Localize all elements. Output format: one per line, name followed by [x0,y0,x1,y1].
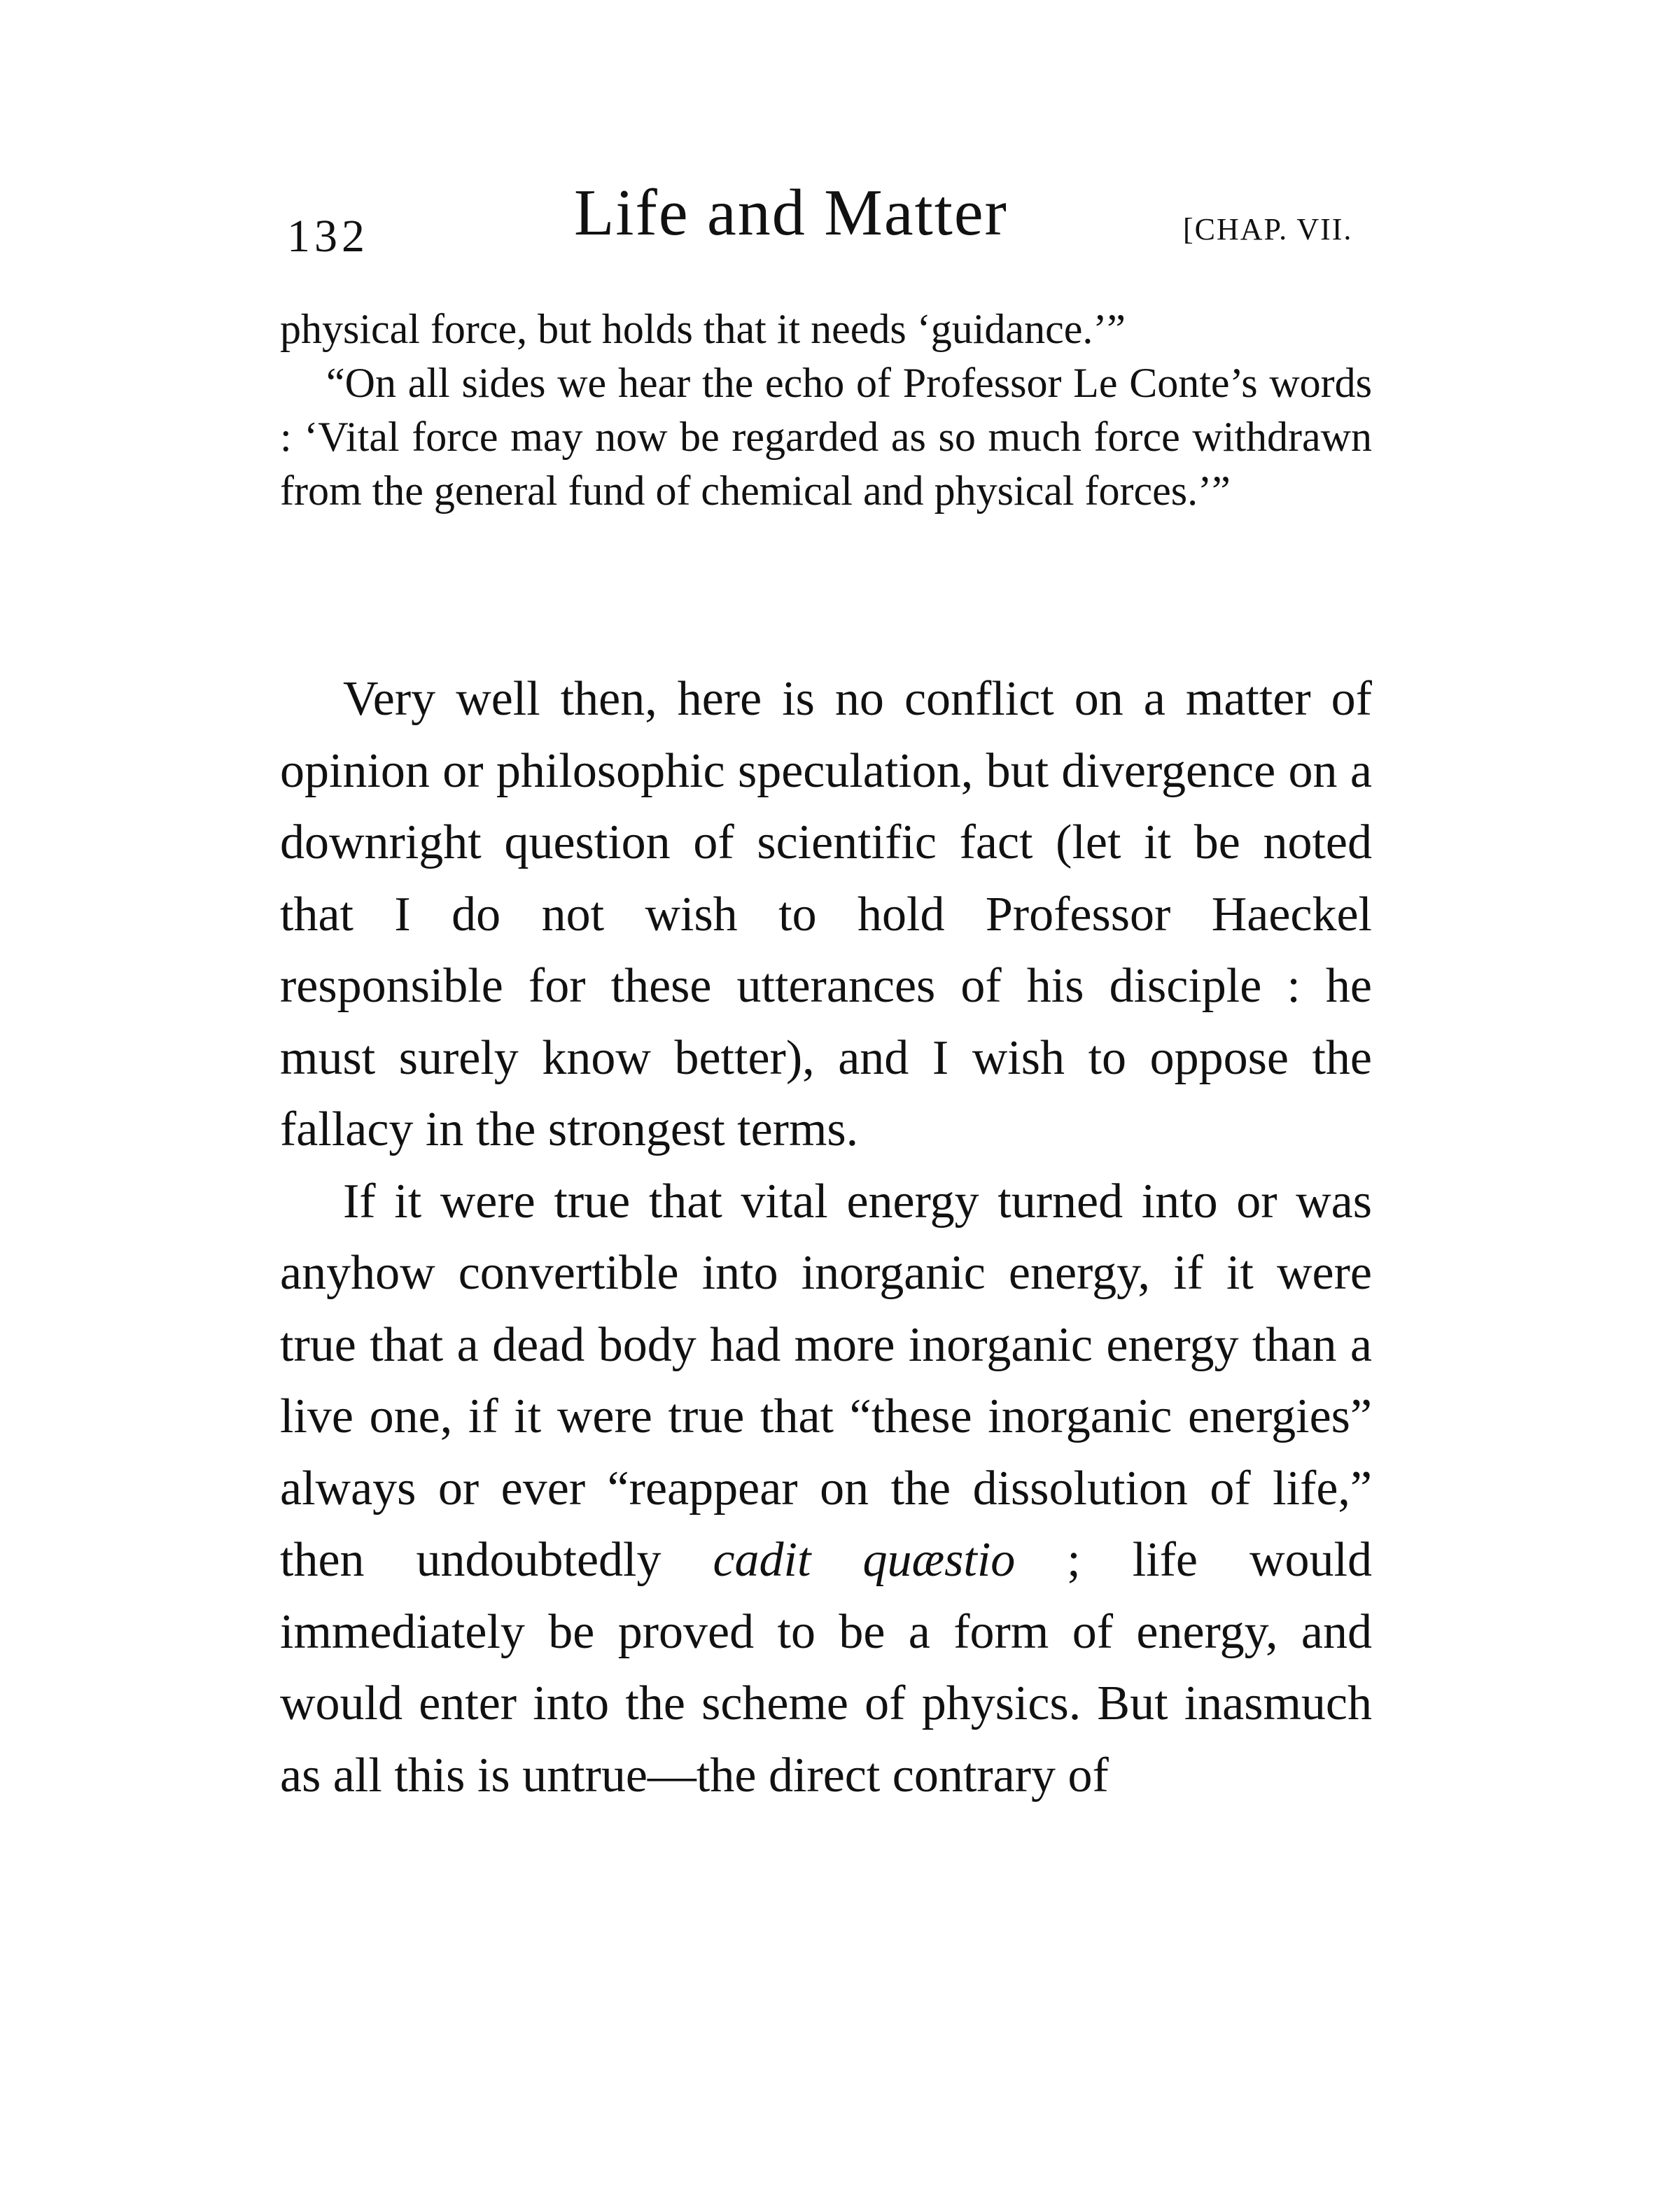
quote-paragraph-2: “On all sides we hear the echo of Professor Le Conte’s words : ‘Vital force may now be regarded as so much force withdrawn from the general fund of chemical and physical forces.’” [280,360,1372,514]
page-number: 132 [287,211,369,262]
body-paragraph-2-text-a: If it were true that vital energy turned into or was anyhow convertible into inorganic energy, if it were true that a dead body had more inorganic energy than a live one, if it were true that “these inorganic energies” always or ever “reappear on the dissolution of life,” then undoubtedly [280,1174,1372,1587]
latin-phrase: cadit quæstio [713,1533,1016,1587]
body-paragraph-2-text-b: ; life would immediately be proved to be a form of energy, and would enter into the scheme of physics. But inasmuch as all this is untrue—the direct contrary of [280,1533,1372,1802]
body-text [280,664,1372,1812]
page-header [280,175,1379,280]
chapter-reference: [CHAP. VII. [1183,212,1353,246]
quote-paragraph-1: physical force, but holds that it needs ‘guidance.’” [280,306,1126,352]
body-paragraph-2 [280,1166,1372,1812]
running-title: Life and Matter [574,176,1008,249]
quoted-passage [280,302,1372,518]
body-paragraph-1: Very well then, here is no conflict on a matter of opinion or philosophic speculation, but divergence on a downright question of scientific fact (let it be noted that I do not wish to hold Professor Haeckel responsible for these utterances of his disciple : he must surely know better), and I wish to oppose the fallacy in the strongest terms. [280,672,1372,1156]
